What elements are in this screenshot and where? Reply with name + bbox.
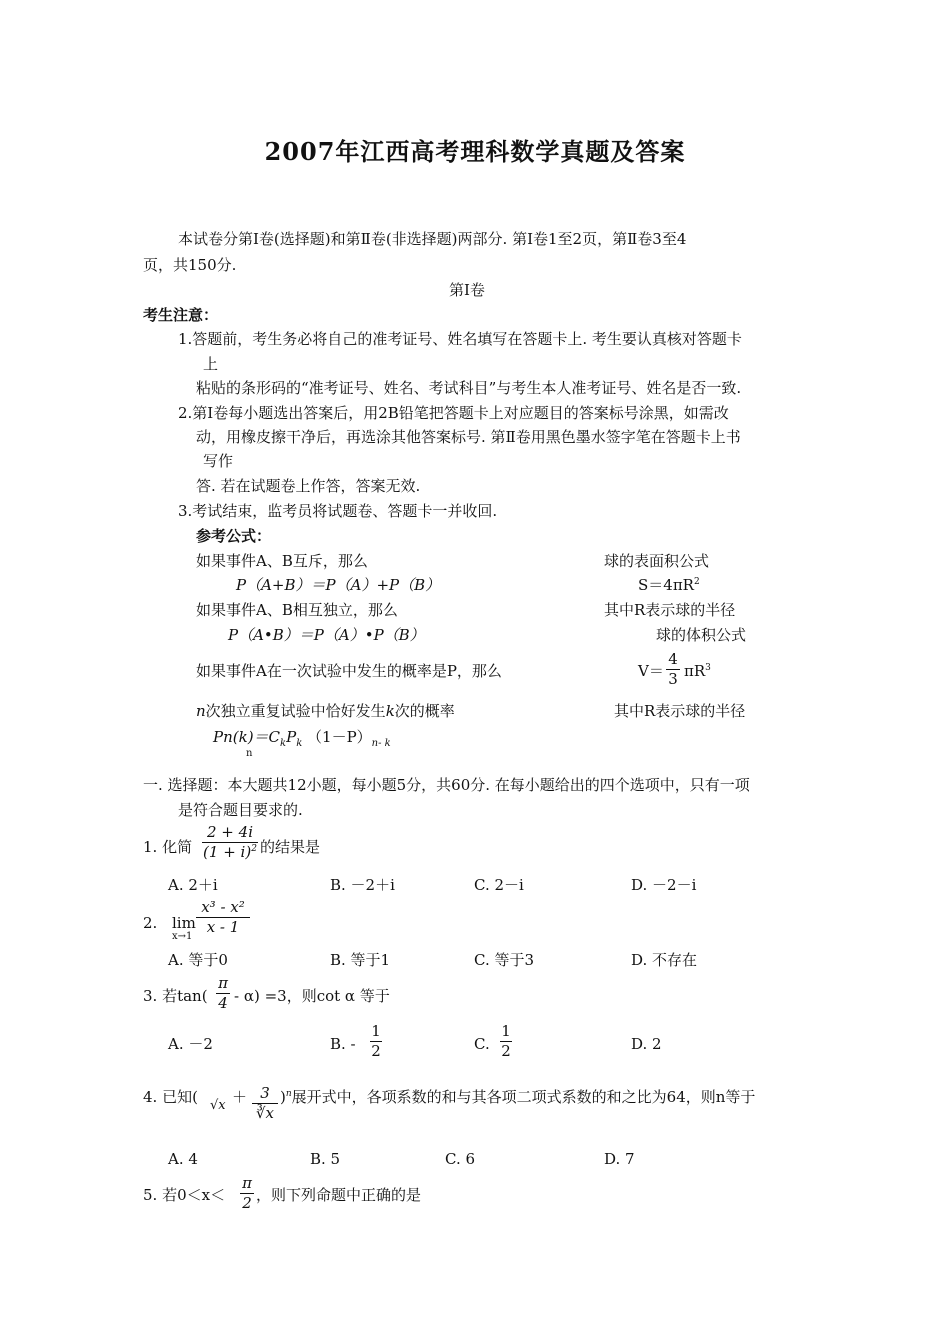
q1-lead: 1. 化简 — [143, 838, 193, 856]
intro-line-2: 页，共150分. — [143, 256, 237, 274]
q4-root: √x — [210, 1098, 226, 1113]
q4-option-d: D. 7 — [604, 1150, 635, 1168]
q2-option-d: D. 不存在 — [631, 951, 698, 969]
q2-option-b: B. 等于1 — [330, 951, 391, 969]
intro-line-1: 本试卷分第Ⅰ卷(选择题)和第Ⅱ卷(非选择题)两部分. 第Ⅰ卷1至2页，第Ⅱ卷3至4 — [178, 230, 687, 248]
notice-1b: 上 — [203, 355, 219, 373]
formula-f1r: 球的表面积公式 — [604, 552, 710, 570]
section-heading: 第Ⅰ卷 — [449, 281, 485, 299]
formula-volume-fraction: 4 3 — [666, 652, 680, 687]
q2-lim: lim — [172, 914, 196, 932]
q3-option-a: A. －2 — [168, 1035, 213, 1053]
formula-f2r: $S=4\pi R^2$ — [638, 576, 700, 594]
q1-option-a: A. 2＋i — [168, 876, 218, 894]
q4-option-b: B. 5 — [310, 1150, 341, 1168]
notice-3: 3.考试结束，监考员将试题卷、答题卡一并收回. — [178, 502, 498, 520]
q4-option-a: A. 4 — [168, 1150, 198, 1168]
q4-option-c: C. 6 — [445, 1150, 476, 1168]
formula-volume-tail: $\pi R^3$ — [684, 662, 711, 680]
q1-option-b: B. －2＋i — [330, 876, 395, 894]
formula-f3r: 其中R表示球的半径 — [604, 601, 736, 619]
q4-plus: ＋ — [232, 1088, 248, 1106]
q3-option-d: D. 2 — [631, 1035, 662, 1053]
q2-lim-sub: x→1 — [172, 931, 193, 942]
q1-fraction: 2 + 4i $(1 + i)^2$ — [203, 823, 257, 861]
q2-option-c: C. 等于3 — [474, 951, 535, 969]
q3-option-c-fraction: 1 2 — [501, 1022, 511, 1060]
formula-f4r: 球的体积公式 — [656, 626, 747, 644]
q1-option-d: D. －2－i — [631, 876, 697, 894]
q5-lead: 5. 若0＜x＜ — [143, 1186, 226, 1204]
q4-lead: 4. 已知( — [143, 1088, 198, 1106]
q2-lead: 2. — [143, 914, 158, 932]
q5-tail: ，则下列命题中正确的是 — [256, 1186, 422, 1204]
page-title: 2007年江西高考理科数学真题及答案 — [264, 137, 686, 166]
formula-binomial-n: n — [246, 748, 253, 759]
notice-2c: 写作 — [203, 452, 234, 470]
q3-mid: - α) =3，则cot α 等于 — [234, 987, 390, 1005]
formula-binomial: $Pn(k)=C_kP_k$ $(1-P)_{n- k}$ — [213, 728, 391, 749]
q2-option-a: A. 等于0 — [168, 951, 228, 969]
q4-tail: )$^n$展开式中，各项系数的和与其各项二项式系数的和之比为64，则n等于 — [280, 1088, 756, 1106]
formula-f1: 如果事件A、B互斥，那么 — [196, 552, 368, 570]
notice-1c: 粘贴的条形码的“准考证号、姓名、考试科目”与考生本人准考证号、姓名是否一致. — [196, 379, 742, 397]
notice-heading: 考生注意： — [143, 306, 219, 324]
q3-lead: 3. 若tan( — [143, 987, 208, 1005]
notice-2b: 动，用橡皮擦干净后，再选涂其他答案标号. 第Ⅱ卷用黑色墨水签字笔在答题卡上书 — [196, 428, 741, 446]
formula-volume-v: V＝ — [638, 662, 664, 680]
formula-f2: P（A+B）＝P（A）+P（B） — [236, 576, 441, 594]
q5-fraction: π 2 — [240, 1176, 254, 1211]
q3-option-b: B. - — [330, 1035, 356, 1053]
notice-2d: 答. 若在试题卷上作答，答案无效. — [196, 477, 421, 495]
choice-section-a: 一. 选择题：本大题共12小题，每小题5分，共60分. 在每小题给出的四个选项中，只有一项 — [143, 776, 750, 794]
notice-2a: 2.第Ⅰ卷每小题选出答案后，用2B铅笔把答题卡上对应题目的答案标号涂黑，如需改 — [178, 404, 729, 422]
q1-option-c: C. 2－i — [474, 876, 524, 894]
formula-f6r: 其中R表示球的半径 — [614, 702, 746, 720]
formula-f3: 如果事件A、B相互独立，那么 — [196, 601, 398, 619]
q3-fraction: π 4 — [216, 976, 230, 1011]
q4-fraction: 3 ∛x — [252, 1086, 278, 1121]
q3-option-c: C. — [474, 1035, 490, 1053]
q2-fraction: x³ - x² x - 1 — [196, 900, 250, 935]
formula-f6: n次独立重复试验中恰好发生k次的概率 — [196, 702, 455, 720]
q3-option-b-fraction: 1 2 — [371, 1022, 381, 1060]
formula-f5: 如果事件A在一次试验中发生的概率是P，那么 — [196, 662, 502, 680]
notice-1a: 1.答题前，考生务必将自己的准考证号、姓名填写在答题卡上. 考生要认真核对答题卡 — [178, 330, 742, 348]
formula-f4: P（A•B）＝P（A）•P（B） — [228, 626, 425, 644]
choice-section-b: 是符合题目要求的. — [178, 801, 303, 819]
q1-tail: 的结果是 — [260, 838, 321, 856]
formula-heading: 参考公式： — [196, 527, 272, 545]
